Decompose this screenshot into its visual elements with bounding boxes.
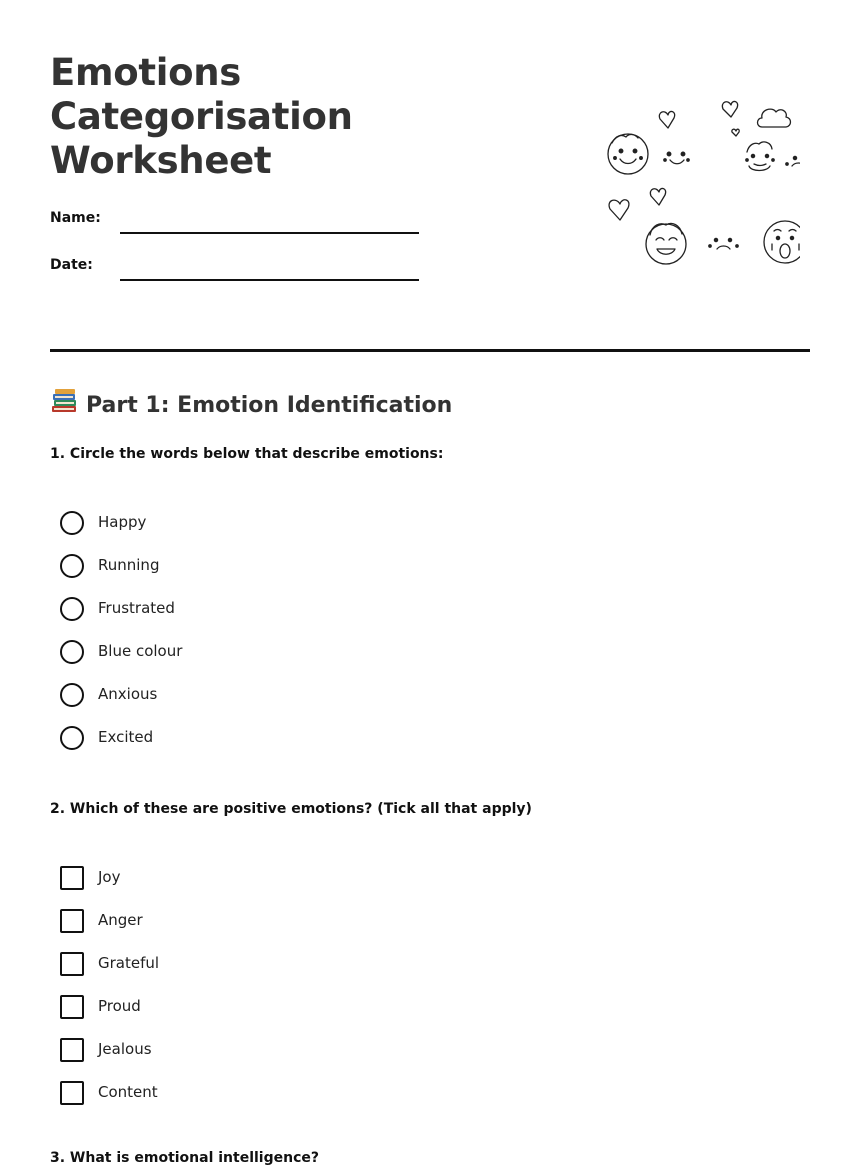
option-label: Content (98, 1083, 158, 1101)
option-label: Joy (98, 868, 121, 886)
checkbox[interactable] (60, 1038, 84, 1062)
option-label: Anger (98, 911, 143, 929)
name-field[interactable] (50, 210, 420, 240)
option-label: Proud (98, 997, 141, 1015)
option-label: Excited (98, 728, 154, 746)
checkbox[interactable] (60, 952, 84, 976)
radio-circle[interactable] (60, 554, 84, 578)
radio-circle[interactable] (60, 511, 84, 535)
part1-heading (50, 389, 452, 421)
date-label: Date: (50, 257, 93, 273)
option-label: Running (98, 556, 160, 574)
option-label: Anxious (98, 685, 158, 703)
emotion-faces-doodle-icon (550, 88, 800, 274)
option-label: Frustrated (98, 599, 175, 617)
part1-heading-text: Part 1: Emotion Identification (86, 393, 453, 418)
date-line[interactable] (120, 279, 419, 281)
option-label: Grateful (98, 954, 160, 972)
worksheet-page (50, 0, 810, 1166)
checkbox[interactable] (60, 866, 84, 890)
radio-circle[interactable] (60, 597, 84, 621)
checkbox[interactable] (60, 1081, 84, 1105)
option-label: Happy (98, 513, 147, 531)
question-3: 3. What is emotional intelligence? (50, 1150, 320, 1166)
date-field[interactable] (50, 257, 420, 287)
radio-circle[interactable] (60, 683, 84, 707)
section-divider (50, 349, 810, 352)
worksheet-title: Emotions Categorisation Worksheet (50, 51, 353, 182)
question-2: 2. Which of these are positive emotions? (Tick all that apply) (50, 801, 532, 817)
option-label: Jealous (98, 1040, 152, 1058)
checkbox[interactable] (60, 909, 84, 933)
radio-circle[interactable] (60, 640, 84, 664)
radio-circle[interactable] (60, 726, 84, 750)
name-label: Name: (50, 210, 101, 226)
books-icon (50, 389, 78, 415)
name-line[interactable] (120, 232, 419, 234)
checkbox[interactable] (60, 995, 84, 1019)
question-1: 1. Circle the words below that describe emotions: (50, 446, 444, 462)
option-label: Blue colour (98, 642, 183, 660)
